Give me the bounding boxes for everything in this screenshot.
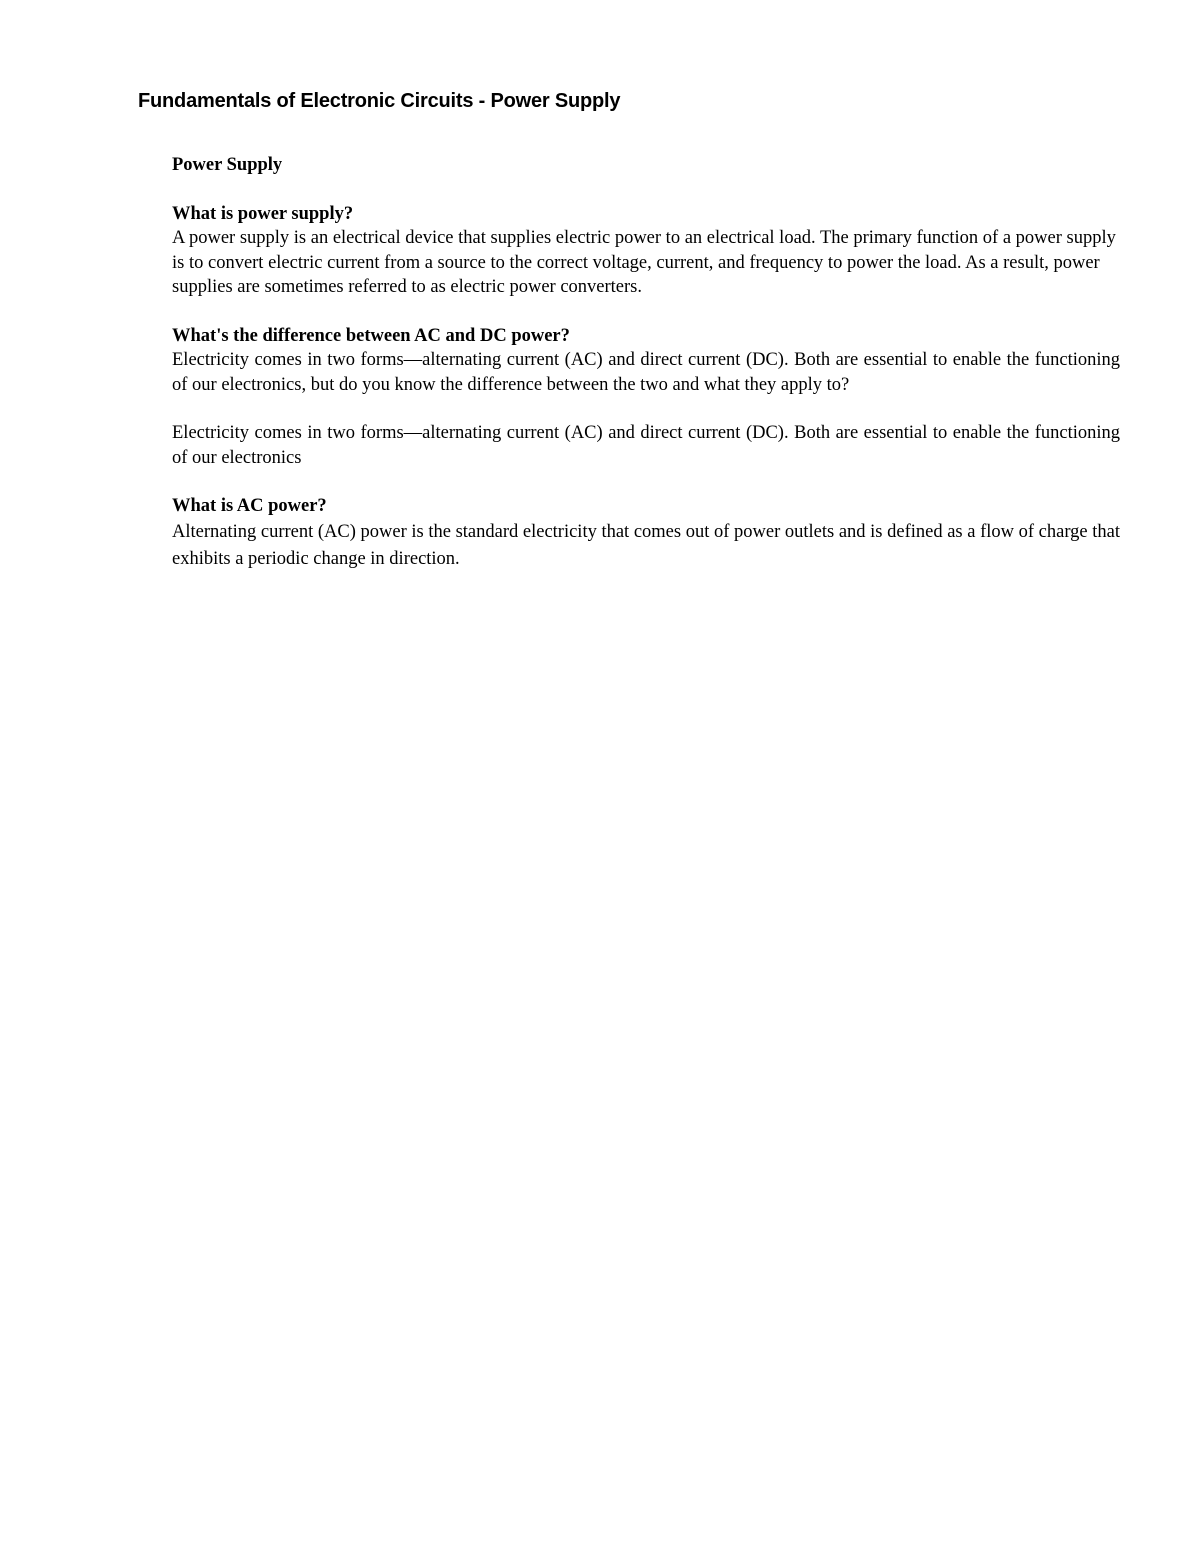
section-what-is-ac-power — [172, 494, 1120, 573]
document-title: Fundamentals of Electronic Circuits - Power Supply — [138, 90, 621, 112]
section-heading: What is power supply? — [172, 203, 354, 224]
section-what-is-power-supply — [172, 202, 1120, 300]
section-heading: What is AC power? — [172, 496, 327, 516]
main-heading: Power Supply — [172, 155, 283, 175]
section-paragraph: Alternating current (AC) power is the standard electricity that comes out of power outlets and is defined as a flow of charge that exhibits a periodic change in direction. — [172, 521, 1120, 569]
document-body — [172, 153, 1120, 573]
section-heading: What's the difference between AC and DC power? — [172, 325, 570, 346]
section-paragraph: Electricity comes in two forms—alternating current (AC) and direct current (DC). Both are essential to enable the functioning of our electronics — [172, 423, 1120, 468]
section-paragraph: A power supply is an electrical device that supplies electric power to an electrical load. The primary function of a power supply is to convert electric current from a source to the correct voltage, current, and frequency to power the load. As a result, power supplies are sometimes referred to as electric power converters. — [172, 228, 1116, 297]
section-paragraph: Electricity comes in two forms—alternating current (AC) and direct current (DC). Both are essential to enable the functioning of our electronics, but do you know the difference between the two and what they apply to? — [172, 350, 1120, 395]
section-ac-dc-difference — [172, 324, 1120, 471]
